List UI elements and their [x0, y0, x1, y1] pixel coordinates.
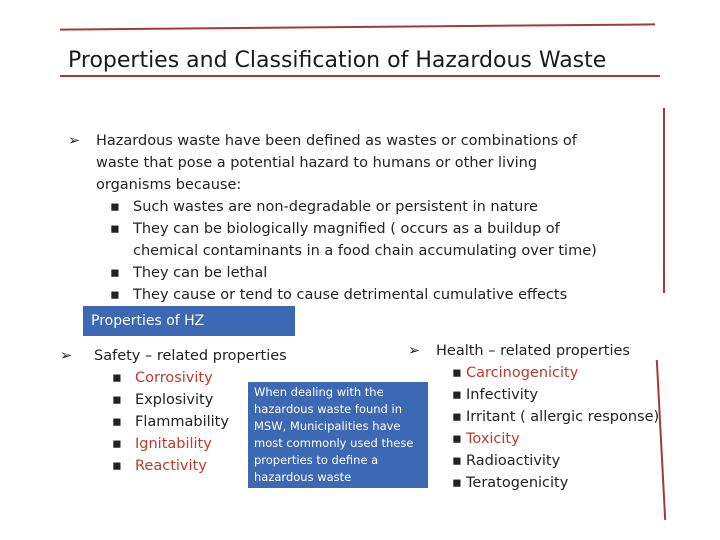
square-bullet-icon: ▪ — [452, 453, 462, 469]
properties-box: Properties of HZ — [83, 306, 295, 336]
square-bullet-icon: ▪ — [110, 221, 120, 237]
note-line: When dealing with the — [254, 385, 384, 399]
list-item: ▪ Such wastes are non-degradable or persistent in nature — [68, 196, 668, 218]
intro-line: Hazardous waste have been defined as wastes or combinations of — [96, 133, 577, 149]
top-rule — [60, 23, 655, 30]
arrow-bullet-icon: ➢ — [408, 343, 421, 359]
square-bullet-icon: ▪ — [452, 365, 462, 381]
list-item — [408, 406, 659, 428]
list-item-label: Reactivity — [135, 458, 207, 474]
square-bullet-icon: ▪ — [452, 475, 462, 491]
safety-heading: ➢ Safety – related properties — [60, 345, 287, 367]
square-bullet-icon: ▪ — [112, 436, 122, 452]
square-bullet-icon: ▪ — [452, 431, 462, 447]
list-item: ▪ They can be lethal — [68, 262, 668, 284]
intro-section — [68, 130, 668, 306]
arrow-bullet-icon: ➢ — [68, 133, 81, 149]
square-bullet-icon: ▪ — [110, 265, 120, 281]
list-item-label: Irritant ( allergic response) — [466, 409, 660, 425]
list-item-label: Flammability — [135, 414, 229, 430]
square-bullet-icon: ▪ — [112, 458, 122, 474]
list-item-label: Toxicity — [466, 431, 520, 447]
square-bullet-icon: ▪ — [452, 409, 462, 425]
note-line: hazardous waste — [254, 470, 352, 484]
list-item — [408, 450, 659, 472]
list-item-label: Radioactivity — [466, 453, 561, 469]
note-line: most commonly used these — [254, 436, 414, 450]
list-item-label: Carcinogenicity — [466, 365, 579, 381]
list-item — [408, 472, 659, 494]
square-bullet-icon: ▪ — [110, 287, 120, 303]
list-item: ▪ They can be biologically magnified ( occurs as a buildup of chemical contaminants in a food chain accumulating over time) — [68, 218, 668, 262]
list-item: ▪ They cause or tend to cause detrimental cumulative effects — [68, 284, 668, 306]
note-line: MSW, Municipalities have — [254, 419, 401, 433]
square-bullet-icon: ▪ — [112, 414, 122, 430]
intro-line: waste that pose a potential hazard to humans or other living — [96, 155, 538, 171]
health-section — [408, 340, 659, 494]
health-heading: ➢ Health – related properties — [408, 340, 659, 362]
note-line: hazardous waste found in — [254, 402, 403, 416]
list-item — [408, 362, 659, 384]
list-item-label: Corrosivity — [135, 370, 213, 386]
list-item-label: Teratogenicity — [466, 475, 569, 491]
square-bullet-icon: ▪ — [112, 392, 122, 408]
intro-bullets — [68, 196, 668, 306]
list-item-label: Ignitability — [135, 436, 212, 452]
note-line: properties to define a — [254, 453, 379, 467]
list-item-label: Explosivity — [135, 392, 214, 408]
square-bullet-icon: ▪ — [112, 370, 122, 386]
square-bullet-icon: ▪ — [110, 199, 120, 215]
list-item-label: Infectivity — [466, 387, 539, 403]
list-item — [408, 384, 659, 406]
page-title: Properties and Classification of Hazardous Waste — [68, 48, 607, 73]
note-box — [248, 382, 428, 488]
title-underline — [60, 75, 660, 77]
list-item — [408, 428, 659, 450]
intro-lead — [96, 130, 668, 196]
arrow-bullet-icon: ➢ — [60, 348, 73, 364]
health-list — [408, 362, 659, 494]
square-bullet-icon: ▪ — [452, 387, 462, 403]
intro-line: organisms because: — [96, 177, 242, 193]
